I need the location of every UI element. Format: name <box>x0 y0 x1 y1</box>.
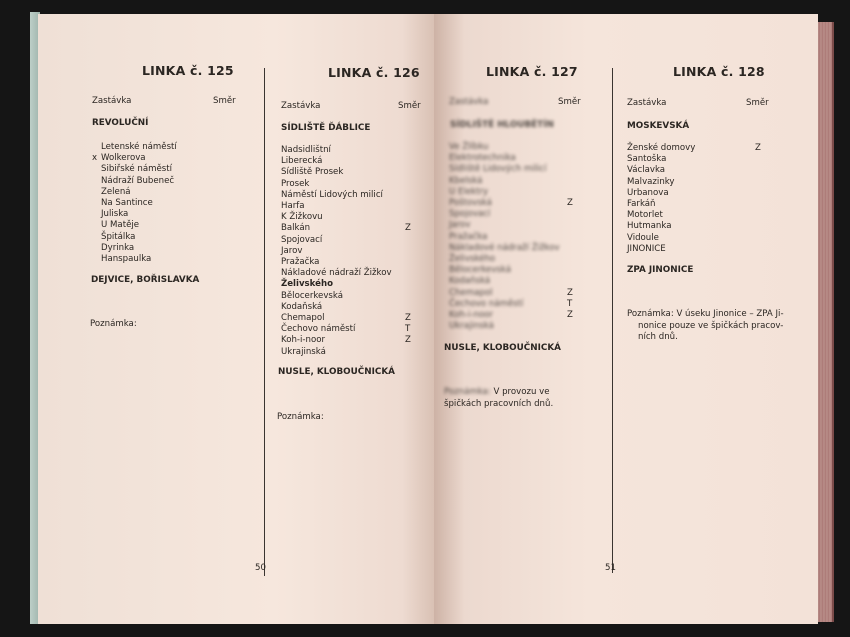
stop-name: Spojovací <box>449 209 491 220</box>
stop-name: Juliska <box>101 209 129 220</box>
stop-row <box>92 209 177 220</box>
line-128-start-stop: MOSKEVSKÁ <box>627 121 690 131</box>
line-126-title: LINKA č. 126 <box>328 65 420 80</box>
stop-row <box>92 187 177 198</box>
stop-row <box>92 176 177 187</box>
stop-name: JINONICE <box>627 243 666 254</box>
stop-name: Prosek <box>281 178 310 189</box>
stop-row <box>281 313 411 324</box>
stop-name: Hanspaulka <box>101 254 152 265</box>
stop-row <box>281 179 411 190</box>
stop-marker: x <box>92 153 98 164</box>
stop-name: Santoška <box>627 154 667 165</box>
line-125-note-label: Poznámka: <box>90 319 137 329</box>
stop-name: Nákladové nádraží Žižkov <box>281 268 392 279</box>
line-126-direction-header: Směr <box>398 101 421 111</box>
stop-row <box>281 156 411 167</box>
stop-row <box>449 321 575 332</box>
stop-name: Čechovo náměstí <box>281 324 356 335</box>
stop-name: Koh-i-noor <box>281 335 325 346</box>
stop-name: Ukrajinská <box>281 346 326 357</box>
line-127-note <box>444 387 584 410</box>
stop-name: Jarov <box>449 220 471 231</box>
stop-row <box>281 223 411 234</box>
stop-name: Balkán <box>281 223 311 234</box>
stop-name: Wolkerova <box>101 153 146 164</box>
stop-row <box>281 268 411 279</box>
stop-name: Ukrajinská <box>449 321 494 332</box>
stop-name: Špitálka <box>101 231 136 242</box>
line-126-stop-header: Zastávka <box>281 101 321 111</box>
line-128-note <box>627 309 797 344</box>
stop-row <box>92 153 177 164</box>
stop-row <box>627 244 767 255</box>
line-125-start-stop: REVOLUČNÍ <box>92 118 149 128</box>
stop-row <box>92 164 177 175</box>
stop-row <box>92 254 177 265</box>
page-stack-edge <box>818 22 834 622</box>
stop-direction: Z <box>405 335 411 346</box>
line-125-stop-list <box>92 142 177 265</box>
line-126-start-stop: SÍDLIŠTĚ ĎÁBLICE <box>281 123 371 133</box>
line-125-end-stop: DEJVICE, BOŘISLAVKA <box>91 275 200 285</box>
stop-row <box>281 335 411 346</box>
stop-row <box>449 299 575 310</box>
stop-row <box>449 276 575 287</box>
stop-row <box>627 188 767 199</box>
stop-row <box>281 279 411 290</box>
stop-name: Liberecká <box>281 156 323 167</box>
stop-row <box>627 143 767 154</box>
stop-row <box>627 154 767 165</box>
stop-name: K Žižkovu <box>281 212 323 223</box>
stop-name: Motorlet <box>627 210 663 221</box>
line-127-note-text: V provozu ve špičkách pracovních dnů. <box>444 387 554 409</box>
stop-direction: T <box>567 298 573 309</box>
stop-row <box>92 220 177 231</box>
stop-direction: Z <box>405 223 411 234</box>
stop-name: Sídliště Lidových milicí <box>449 164 547 175</box>
stop-name: Letenské náměstí <box>101 142 177 152</box>
stop-name: Chemapol <box>449 287 493 298</box>
stop-name: Chemapol <box>281 313 325 324</box>
stop-direction: T <box>405 324 411 335</box>
stop-name: Malvazinky <box>627 176 675 187</box>
stop-name: U Elektry <box>449 186 489 197</box>
stop-row <box>627 210 767 221</box>
stop-name: Nadsidlištní <box>281 145 331 155</box>
stop-name: Elektrotechnika <box>449 153 516 164</box>
stop-row <box>92 198 177 209</box>
stop-row <box>281 257 411 268</box>
stop-row <box>449 232 575 243</box>
line-127-stop-list <box>449 142 575 332</box>
line-127-note-label: Poznámka: <box>444 387 491 397</box>
stop-name: Pražačka <box>281 257 320 268</box>
stop-row <box>449 164 575 175</box>
note-line: Poznámka: V úseku Jinonice – ZPA Ji- <box>627 309 784 319</box>
stop-row <box>281 291 411 302</box>
stop-name: Pražačka <box>449 231 488 242</box>
stop-row <box>92 232 177 243</box>
stop-name: Hutmanka <box>627 221 672 232</box>
line-128-title: LINKA č. 128 <box>673 64 765 79</box>
stop-row <box>449 187 575 198</box>
stop-row <box>449 209 575 220</box>
stop-row <box>449 288 575 299</box>
stop-name: Václavka <box>627 165 666 176</box>
line-128-stop-header: Zastávka <box>627 98 667 108</box>
line-128-stop-list <box>627 143 767 255</box>
stop-direction: Z <box>567 198 573 209</box>
stop-row <box>449 254 575 265</box>
column-divider-right <box>612 68 613 573</box>
line-127-end-stop: NUSLE, KLOBOUČNICKÁ <box>444 343 561 353</box>
stop-row <box>449 265 575 276</box>
stop-name: Jarov <box>281 245 303 256</box>
line-126-end-stop: NUSLE, KLOBOUČNICKÁ <box>278 367 395 377</box>
line-127-direction-header: Směr <box>558 97 581 107</box>
line-127-stop-header: Zastávka <box>449 97 489 107</box>
stop-name: Farkáň <box>627 199 656 210</box>
line-125-title: LINKA č. 125 <box>142 63 234 78</box>
stop-row <box>449 220 575 231</box>
stop-name: Náměstí Lidových milicí <box>281 189 383 200</box>
stop-row <box>449 176 575 187</box>
stop-name: Urbanova <box>627 187 669 198</box>
stop-row <box>627 165 767 176</box>
stop-name: Bělocerkevská <box>281 290 343 301</box>
stop-row <box>449 198 575 209</box>
stop-name: Koh-i-noor <box>449 310 493 321</box>
stop-name: Nádraží Bubeneč <box>101 175 175 186</box>
stop-row <box>449 243 575 254</box>
stop-direction: Z <box>405 313 411 324</box>
stop-row <box>281 167 411 178</box>
column-divider-left <box>264 68 265 576</box>
stop-row <box>92 243 177 254</box>
stop-name: Harfa <box>281 201 305 212</box>
stop-name: Želivského <box>449 254 496 265</box>
stop-row <box>281 190 411 201</box>
stop-row <box>281 235 411 246</box>
note-line: nonice pouze ve špičkách pracov- <box>638 320 784 331</box>
stop-row <box>627 221 767 232</box>
stop-name: Kodaňská <box>281 301 323 312</box>
stop-name: Sibiřské náměstí <box>101 164 172 175</box>
stop-name: Želivského <box>281 279 334 290</box>
stop-name: Ve Žlíbku <box>449 142 489 152</box>
stop-name: Bělocerkevská <box>449 265 511 276</box>
stop-name: U Matěje <box>101 220 140 231</box>
stop-name: Zelená <box>101 186 131 197</box>
stop-name: Nákladové nádraží Žižkov <box>449 242 560 253</box>
stop-row <box>92 142 177 153</box>
stop-row <box>281 145 411 156</box>
stop-name: Ženské domovy <box>627 143 696 153</box>
stop-name: Vidoule <box>627 232 659 243</box>
stop-row <box>627 177 767 188</box>
stop-direction: Z <box>755 143 761 153</box>
stop-name: Kbelská <box>449 175 483 186</box>
stop-row <box>449 153 575 164</box>
stop-row <box>627 199 767 210</box>
stop-name: Dyrinka <box>101 242 135 253</box>
stop-row <box>281 324 411 335</box>
stop-name: Kodaňská <box>449 276 491 287</box>
stop-row <box>281 246 411 257</box>
line-128-end-stop: ZPA JINONICE <box>627 265 694 275</box>
line-125-direction-header: Směr <box>213 96 236 106</box>
stop-direction: Z <box>567 287 573 298</box>
stop-direction: Z <box>567 310 573 321</box>
line-127-start-stop: SÍDLIŠTĚ HLOUBĚTÍN <box>450 120 554 130</box>
line-127-title: LINKA č. 127 <box>486 64 578 79</box>
stop-row <box>449 142 575 153</box>
line-125-stop-header: Zastávka <box>92 96 132 106</box>
stop-row <box>627 233 767 244</box>
stop-row <box>281 302 411 313</box>
stop-name: Na Santince <box>101 198 153 209</box>
stop-name: Čechovo náměstí <box>449 298 524 309</box>
line-126-note-label: Poznámka: <box>277 412 324 422</box>
stop-row <box>281 201 411 212</box>
stop-row <box>281 212 411 223</box>
stop-name: Sídliště Prosek <box>281 167 344 178</box>
line-128-direction-header: Směr <box>746 98 769 108</box>
stop-name: Spojovací <box>281 234 323 245</box>
page-number-50: 50 <box>255 563 266 573</box>
stop-row <box>449 310 575 321</box>
page-number-51: 51 <box>605 563 616 573</box>
line-126-stop-list <box>281 145 411 358</box>
note-line: ních dnů. <box>638 332 678 342</box>
stop-name: Poštovská <box>449 198 492 209</box>
stop-row <box>281 347 411 358</box>
